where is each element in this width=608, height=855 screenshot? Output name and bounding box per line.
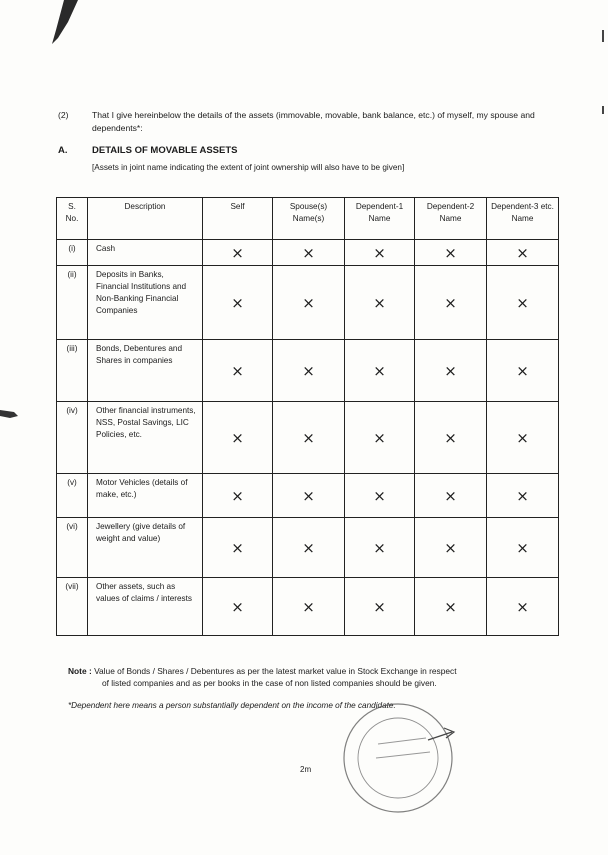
page-number: 2m <box>300 765 312 774</box>
row-sn: (vii) <box>57 578 88 636</box>
row-sn: (ii) <box>57 266 88 340</box>
cross-mark-dependent-1: × <box>345 266 415 340</box>
cross-mark-dependent-3: × <box>487 240 559 266</box>
scan-smudge-left <box>0 404 20 424</box>
cross-mark-dependent-3: × <box>487 474 559 518</box>
cross-mark-dependent-2: × <box>415 240 487 266</box>
dependent-definition-note: *Dependent here means a person substantially dependent on the income of the candidate. <box>68 701 396 710</box>
table-row <box>57 266 559 340</box>
table-row <box>57 578 559 636</box>
header-dependent-1: Dependent-1 Name <box>345 198 415 240</box>
table-row <box>57 340 559 402</box>
cross-mark-dependent-1: × <box>345 340 415 402</box>
header-description: Description <box>88 198 203 240</box>
cross-mark-dependent-3: × <box>487 578 559 636</box>
row-sn: (iv) <box>57 402 88 474</box>
header-self: Self <box>203 198 273 240</box>
joint-ownership-note: [Assets in joint name indicating the extent of joint ownership will also have to be given] <box>92 163 405 172</box>
valuation-note <box>68 665 564 689</box>
cross-mark-self: × <box>203 266 273 340</box>
cross-mark-self: × <box>203 240 273 266</box>
note-line-1: Value of Bonds / Shares / Debentures as per the latest market value in Stock Exchange in respect <box>94 666 457 676</box>
cross-mark-spouse: × <box>273 266 345 340</box>
table-header-row <box>57 198 559 240</box>
cross-mark-self: × <box>203 518 273 578</box>
table-row <box>57 402 559 474</box>
cross-mark-dependent-3: × <box>487 402 559 474</box>
header-dependent-3: Dependent-3 etc. Name <box>487 198 559 240</box>
cross-mark-dependent-1: × <box>345 578 415 636</box>
row-description: Bonds, Debentures and Shares in companies <box>88 340 203 402</box>
cross-mark-dependent-3: × <box>487 266 559 340</box>
row-sn: (iii) <box>57 340 88 402</box>
cross-mark-dependent-2: × <box>415 402 487 474</box>
cross-mark-self: × <box>203 578 273 636</box>
cross-mark-dependent-2: × <box>415 518 487 578</box>
cross-mark-dependent-2: × <box>415 578 487 636</box>
section-letter: A. <box>58 145 68 156</box>
cross-mark-spouse: × <box>273 240 345 266</box>
cross-mark-spouse: × <box>273 578 345 636</box>
scan-smudge-top <box>44 0 104 50</box>
row-description: Other financial instruments, NSS, Postal Savings, LIC Policies, etc. <box>88 402 203 474</box>
cross-mark-dependent-1: × <box>345 402 415 474</box>
movable-assets-table <box>56 197 559 636</box>
row-description: Cash <box>88 240 203 266</box>
cross-mark-dependent-3: × <box>487 518 559 578</box>
intro-text: That I give hereinbelow the details of the assets (immovable, movable, bank balance, etc.) of myself, my spouse and dependents*: <box>92 110 535 133</box>
cross-mark-dependent-2: × <box>415 474 487 518</box>
cross-mark-dependent-3: × <box>487 340 559 402</box>
header-dependent-2: Dependent-2 Name <box>415 198 487 240</box>
intro-number: (2) <box>58 110 69 120</box>
row-sn: (i) <box>57 240 88 266</box>
header-sn: S. No. <box>57 198 88 240</box>
table-row <box>57 240 559 266</box>
cross-mark-spouse: × <box>273 518 345 578</box>
note-label: Note : <box>68 666 92 676</box>
cross-mark-dependent-1: × <box>345 518 415 578</box>
cross-mark-self: × <box>203 474 273 518</box>
cross-mark-dependent-1: × <box>345 240 415 266</box>
cross-mark-spouse: × <box>273 474 345 518</box>
section-title: DETAILS OF MOVABLE ASSETS <box>92 145 238 156</box>
row-description: Jewellery (give details of weight and value) <box>88 518 203 578</box>
row-description: Motor Vehicles (details of make, etc.) <box>88 474 203 518</box>
row-description: Deposits in Banks, Financial Institutions and Non-Banking Financial Companies <box>88 266 203 340</box>
cross-mark-spouse: × <box>273 402 345 474</box>
header-spouse: Spouse(s) Name(s) <box>273 198 345 240</box>
row-description: Other assets, such as values of claims / interests <box>88 578 203 636</box>
cross-mark-dependent-2: × <box>415 266 487 340</box>
cross-mark-spouse: × <box>273 340 345 402</box>
scan-mark-right <box>600 30 608 130</box>
cross-mark-dependent-2: × <box>415 340 487 402</box>
cross-mark-self: × <box>203 402 273 474</box>
cross-mark-self: × <box>203 340 273 402</box>
table-row <box>57 518 559 578</box>
cross-mark-dependent-1: × <box>345 474 415 518</box>
row-sn: (vi) <box>57 518 88 578</box>
table-row <box>57 474 559 518</box>
note-line-2: of listed companies and as per books in the case of non listed companies should be given. <box>102 678 437 688</box>
row-sn: (v) <box>57 474 88 518</box>
notary-seal-stamp <box>340 700 456 816</box>
